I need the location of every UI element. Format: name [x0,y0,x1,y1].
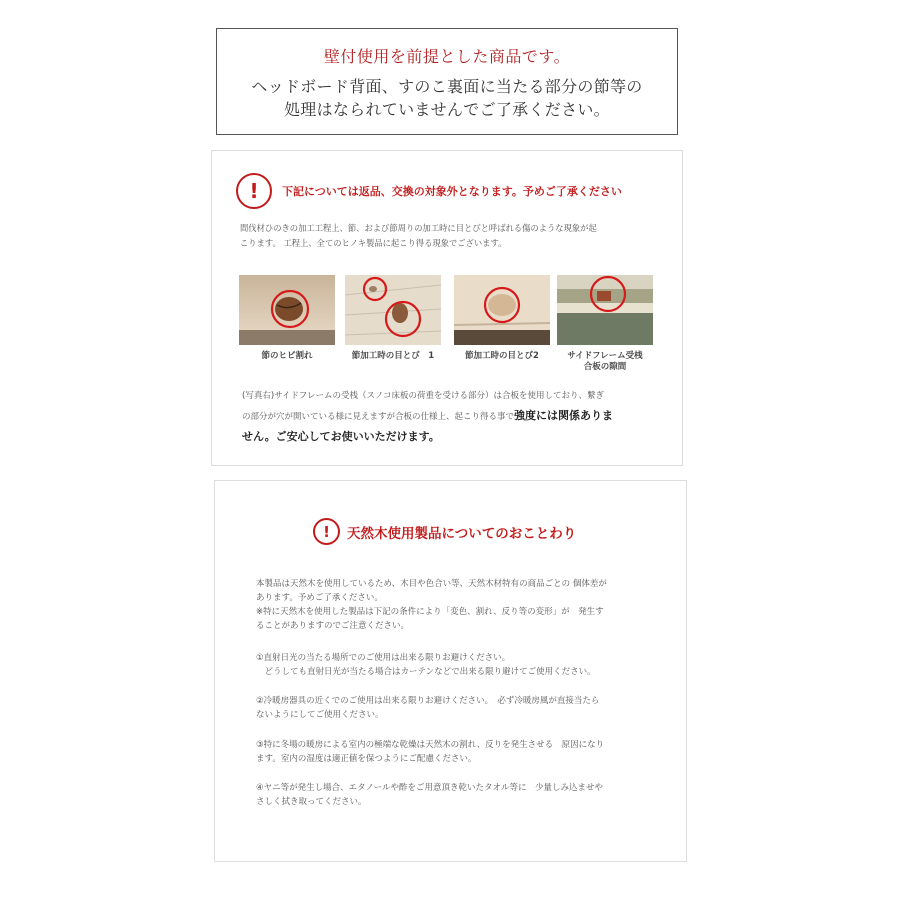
photo-caption-4-line-2: 合板の隙間 [583,362,627,372]
natural-wood-header [313,518,576,545]
natural-wood-disclaimer-panel [214,480,687,862]
plywood-note [242,387,662,448]
photo-caption-4-line-1: サイドフレーム受桟 [567,351,643,361]
note-line-3 [242,427,662,448]
returns-desc-line-2: こります。 工程上、全てのヒノキ製品に起こり得る現象でございます。 [240,238,507,248]
warning-icon: ! [236,173,272,209]
plywood-gap-photo [557,275,653,345]
para-line: ます。室内の湿度は適正値を保つようにご配慮ください。 [256,754,477,764]
para-line: ①直射日光の当たる場所でのご使用は出来る限りお避けください。 [256,653,511,663]
para-line: ②冷暖房器具の近くでのご使用は出来る限りお避けください。 必ず冷暖房風が直接当たら [256,696,600,706]
returns-header [236,173,622,209]
para-line: ないようにしてご使用ください。 [256,710,384,720]
photo-caption-3: 節加工時の目とび2 [465,351,539,361]
returns-exclusion-panel [211,150,683,466]
note-line-2-text: の部分が穴が開いている様に見えますが合板の仕様上、起こり得る事で [242,412,515,422]
wood-knot-crack-photo [239,275,335,345]
disclaimer-paragraph-intro [256,577,656,633]
warning-icon: ! [313,518,340,545]
photo-caption-2: 節加工時の目とび 1 [351,351,435,361]
natural-wood-title: 天然木使用製品についてのおことわり [347,525,577,542]
returns-title: 下記については返品、交換の対象外となります。予めご了承ください [282,185,622,198]
note-line-3-bold: せん。ご安心してお使いいただけます。 [242,430,440,443]
photo-caption-4 [550,351,660,373]
disclaimer-paragraph-resin [256,781,656,809]
disclaimer-paragraph-sunlight [256,651,656,679]
para-line: あります。予めご了承ください。 [256,593,383,603]
returns-description [240,221,660,251]
notice-title: 壁付使用を前提とした商品です。 [323,47,571,66]
wall-mount-notice [216,28,678,135]
photo-caption-1: 節のヒビ割れ [261,351,313,361]
wood-knot-tearout-1-photo [345,275,441,345]
disclaimer-paragraph-dryness [256,738,656,766]
para-line: さしく拭き取ってください。 [256,797,367,807]
notice-line-2: 処理はなられていませんでご了承ください。 [283,100,610,119]
notice-line-1: ヘッドボード背面、すのこ裏面に当たる部分の節等の [251,77,643,96]
para-line: ③特に冬場の暖房による室内の極端な乾燥は天然木の割れ、反りを発生させる 原因になり [256,740,605,750]
para-line: どうしても直射日光が当たる場合はカーテンなどで出来る限り避けてご使用ください。 [256,667,596,677]
note-line-2-bold: 強度には関係ありま [514,409,614,422]
para-line: 本製品は天然木を使用しているため、木目や色合い等、天然木材特有の商品ごとの 個体差が [256,579,607,589]
para-line: ※特に天然木を使用した製品は下記の条件により「変色、割れ、反り等の変形」が 発生す [256,607,604,617]
note-line-2 [242,406,662,427]
returns-desc-line-1: 間伐材ひのきの加工工程上、節、および節周りの加工時に目とびと呼ばれる傷のような現象が起 [240,223,597,233]
notice-body [217,75,677,121]
note-line-1: (写真右)サイドフレームの受桟（スノコ床板の荷重を受ける部分）は合板を使用しており、繋ぎ [242,391,605,401]
disclaimer-paragraph-aircon [256,694,656,722]
para-line: ることがありますのでご注意ください。 [256,621,410,631]
wood-knot-tearout-2-photo [454,275,550,345]
para-line: ④ヤニ等が発生し場合、エタノールや酢をご用意頂き乾いたタオル等に 少量しみ込ませや [256,783,603,793]
